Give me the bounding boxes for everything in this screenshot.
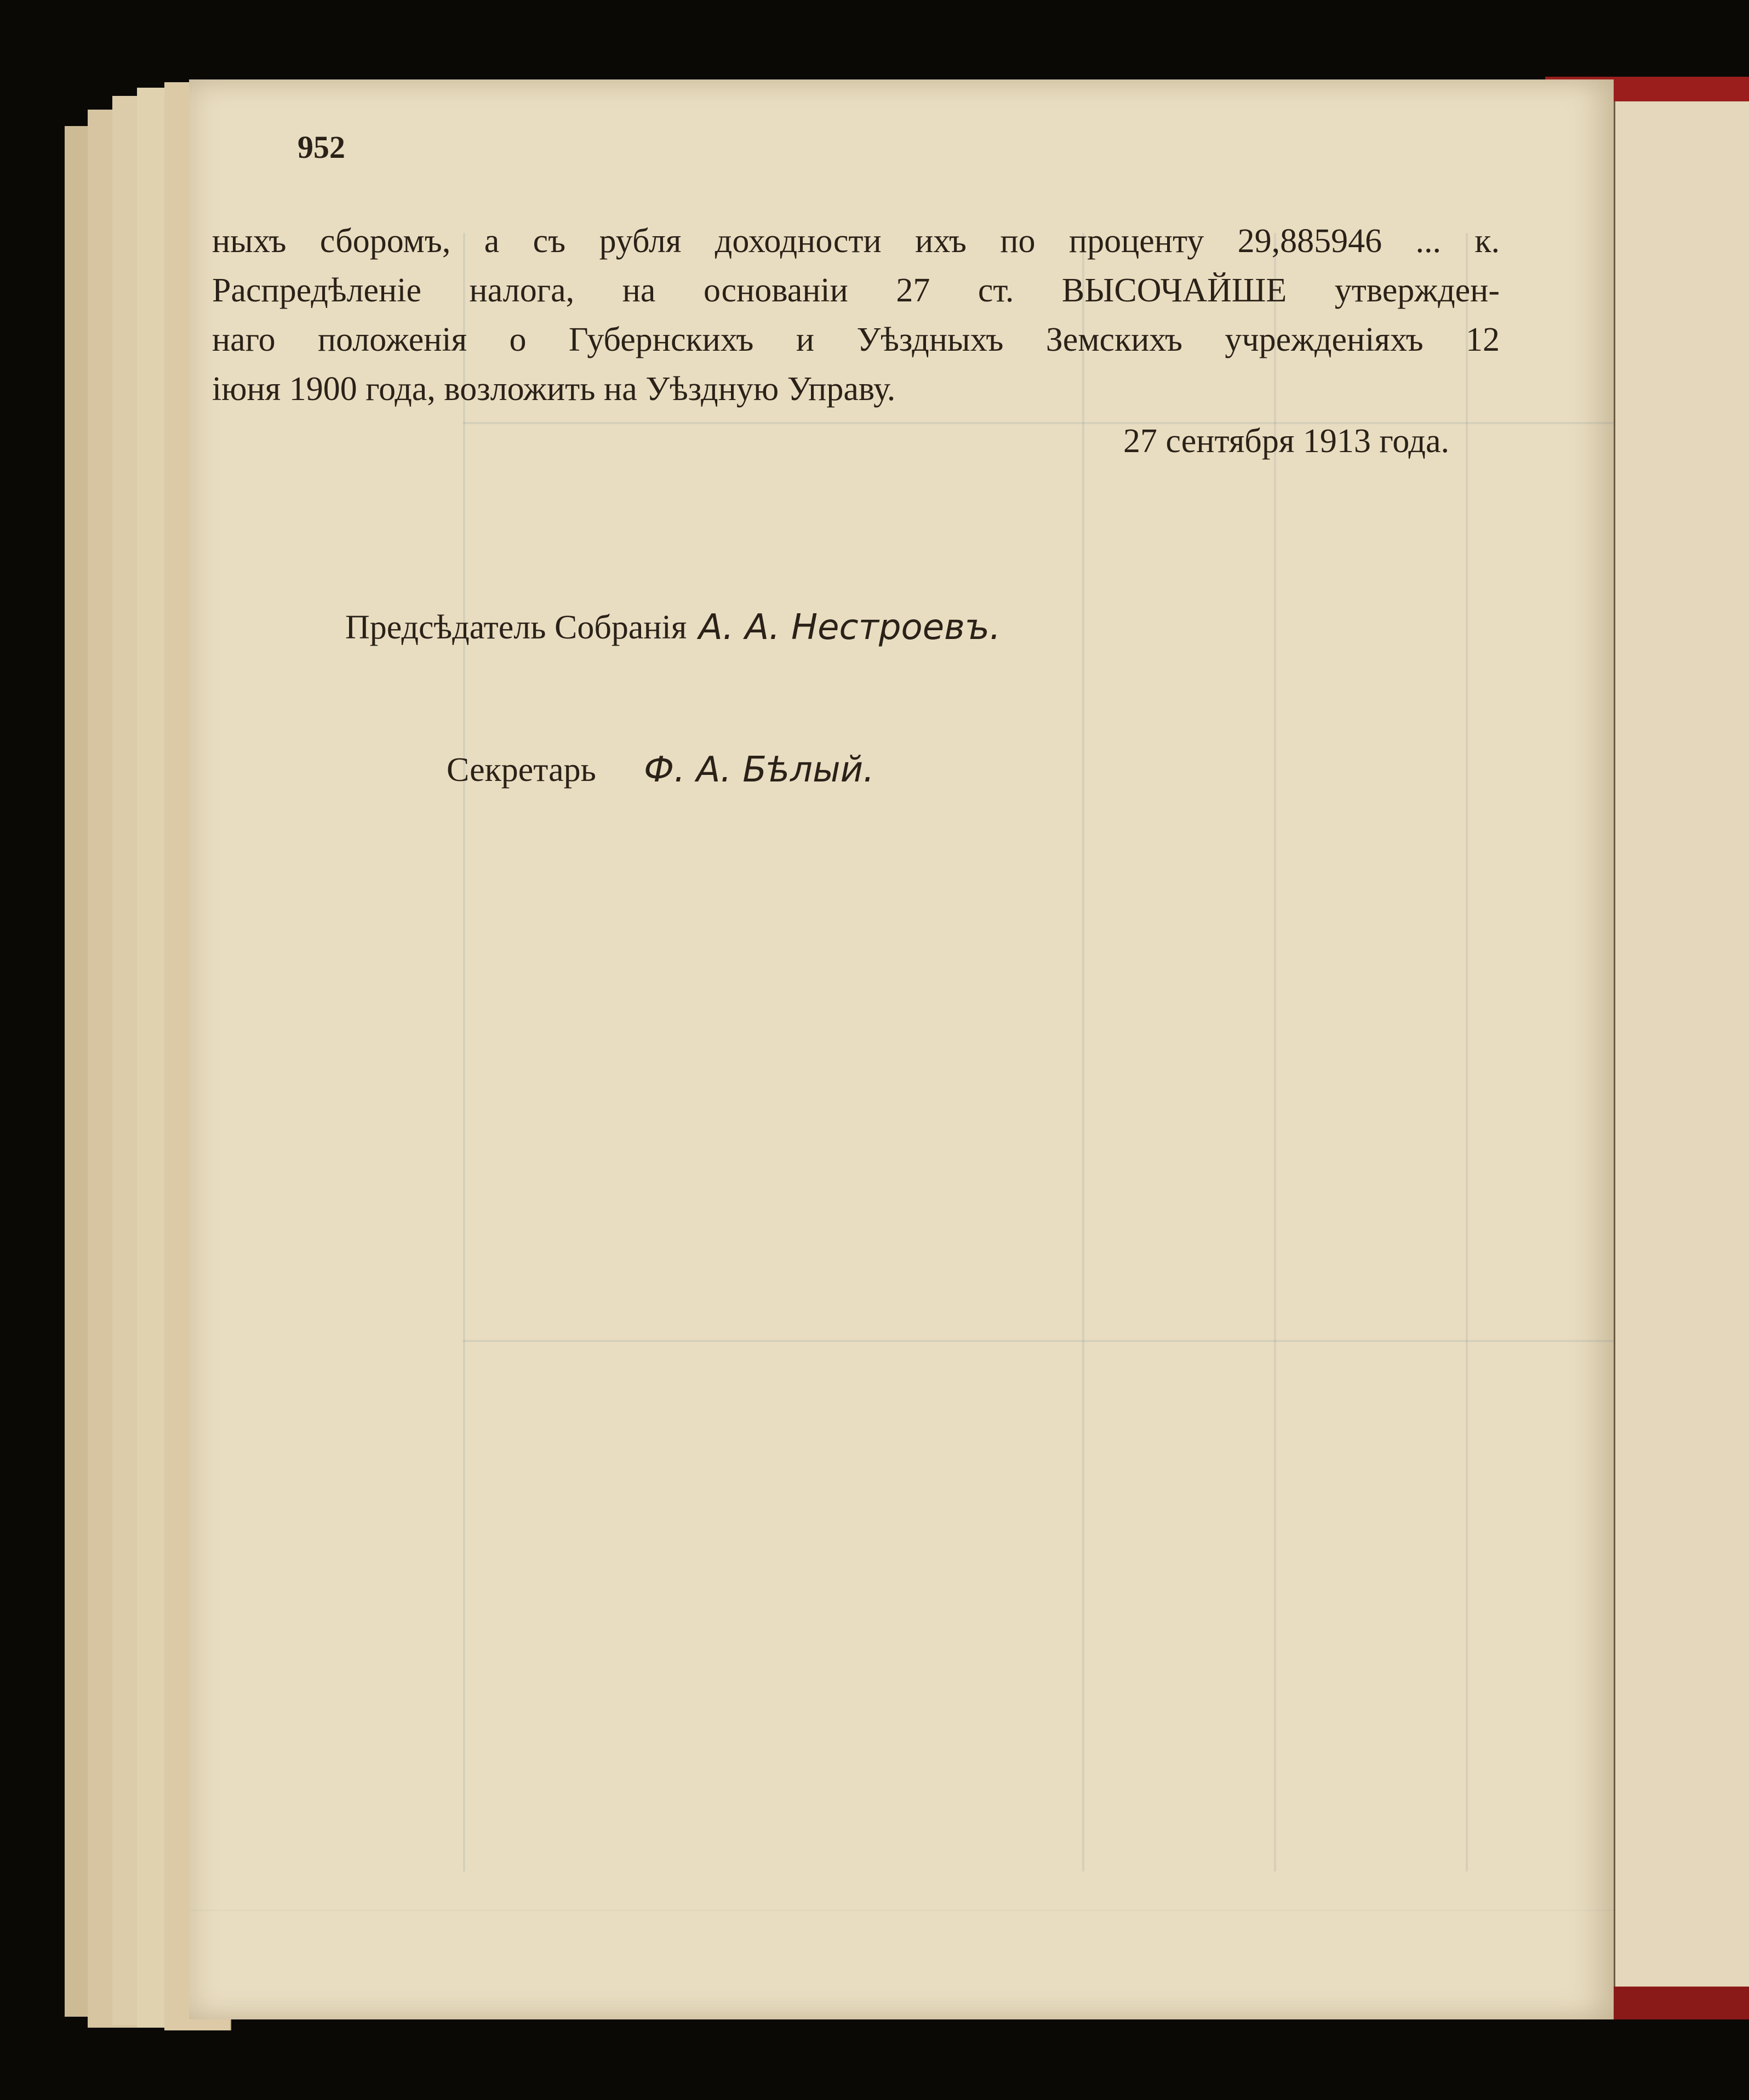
bleed-through-rule	[463, 1340, 1614, 1342]
body-text-line: ныхъ сборомъ, а съ рубля доходности ихъ по проценту 29,885946 ... к.	[212, 222, 1500, 260]
document-date: 27 сентября 1913 года.	[1123, 423, 1449, 460]
chairman-label: Предсѣдатель Собранія	[345, 609, 687, 646]
facing-page	[1614, 101, 1749, 1987]
bleed-through-rule	[189, 1910, 1614, 1911]
body-text-line: Распредѣленіе налога, на основаніи 27 ст. ВЫСОЧАЙШЕ утвержден-	[212, 272, 1500, 309]
page-number: 952	[298, 129, 345, 165]
body-text-line: іюня 1900 года, возложить на Уѣздную Управу.	[212, 370, 896, 408]
book-cover-edge	[1600, 1987, 1749, 2019]
secretary-signature: Ф. А. Бѣлый.	[644, 750, 875, 790]
bleed-through-rule	[1274, 233, 1276, 1871]
chairman-signature: А. А. Нестроевъ.	[699, 607, 1001, 648]
bleed-through-rule	[1466, 233, 1468, 1871]
secretary-label: Секретарь	[447, 751, 596, 789]
bleed-through-rule	[463, 233, 465, 1871]
body-text-line: наго положенія о Губернскихъ и Уѣздныхъ Земскихъ учрежденіяхъ 12	[212, 321, 1500, 358]
bleed-through-rule	[1082, 233, 1084, 1871]
